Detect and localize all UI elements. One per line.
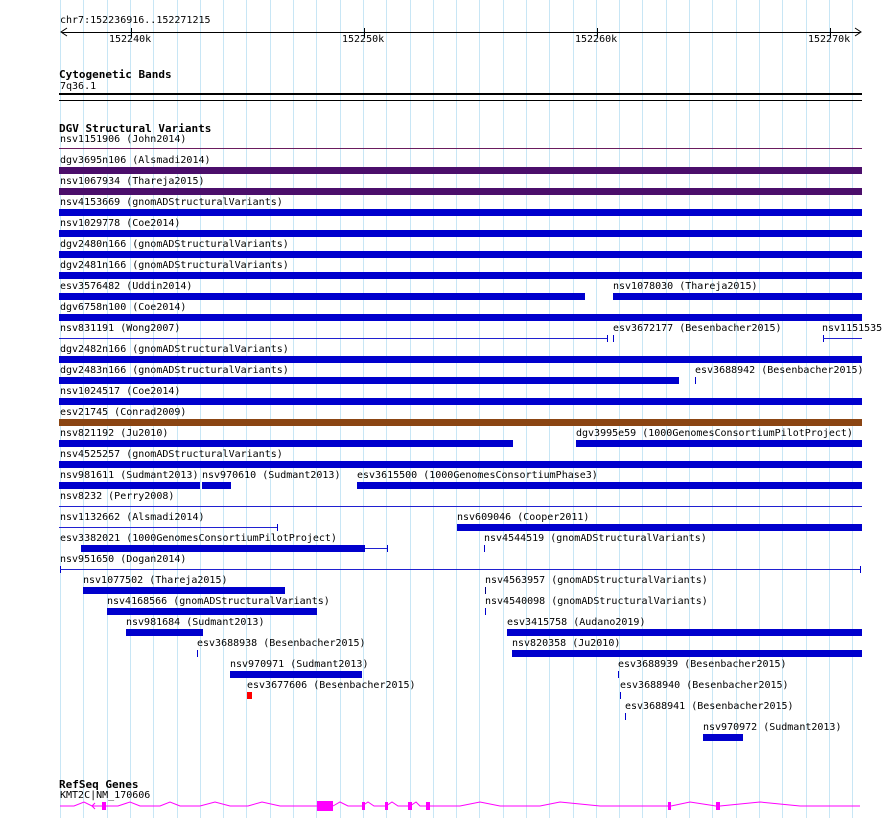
variant-label: esv3615500 (1000GenomesConsortiumPhase3)	[357, 470, 598, 481]
variant-label: nsv831191 (Wong2007)	[60, 323, 181, 334]
variant-label: esv3415758 (Audano2019)	[507, 617, 646, 628]
variant-label: dgv6758n100 (Coe2014)	[60, 302, 187, 313]
variant-label: nsv821192 (Ju2010)	[60, 428, 169, 439]
variant-label: esv3677606 (Besenbacher2015)	[247, 680, 416, 691]
variant-label: nsv4525257 (gnomADStructuralVariants)	[60, 449, 283, 460]
variant-label: nsv1029778 (Coe2014)	[60, 218, 181, 229]
variant-label: esv3672177 (Besenbacher2015)	[613, 323, 782, 334]
variant-label: nsv4563957 (gnomADStructuralVariants)	[485, 575, 708, 586]
scale-tick-label: 152250k	[342, 34, 385, 45]
variant-label: esv3688939 (Besenbacher2015)	[618, 659, 787, 670]
variant-label: dgv2481n166 (gnomADStructuralVariants)	[60, 260, 289, 271]
variant-label: nsv1024517 (Coe2014)	[60, 386, 181, 397]
variant-label: nsv1151535	[822, 323, 883, 334]
variant-label: nsv4540098 (gnomADStructuralVariants)	[485, 596, 708, 607]
variant-label: esv21745 (Conrad2009)	[60, 407, 187, 418]
variant-label: nsv4544519 (gnomADStructuralVariants)	[484, 533, 707, 544]
cytoband-label: 7q36.1	[60, 81, 97, 92]
variant-label: dgv3995e59 (1000GenomesConsortiumPilotProject)	[576, 428, 853, 439]
variant-label: nsv970971 (Sudmant2013)	[230, 659, 369, 670]
variant-label: nsv981611 (Sudmant2013)	[60, 470, 199, 481]
cytoband-track-title[interactable]: Cytogenetic Bands	[59, 68, 172, 81]
variant-label: nsv981684 (Sudmant2013)	[126, 617, 265, 628]
scale-tick-label: 152270k	[808, 34, 851, 45]
variant-label: dgv2482n166 (gnomADStructuralVariants)	[60, 344, 289, 355]
variant-label: esv3576482 (Uddin2014)	[60, 281, 193, 292]
variant-label: nsv609046 (Cooper2011)	[457, 512, 590, 523]
refseq-track-title[interactable]: RefSeq Genes	[59, 778, 139, 791]
variant-label: esv3688942 (Besenbacher2015)	[695, 365, 864, 376]
variant-label: nsv1067934 (Thareja2015)	[60, 176, 205, 187]
variant-label: dgv3695n106 (Alsmadi2014)	[60, 155, 211, 166]
variant-label: nsv970972 (Sudmant2013)	[703, 722, 842, 733]
scale-tick-label: 152240k	[109, 34, 152, 45]
variant-label: nsv4168566 (gnomADStructuralVariants)	[107, 596, 330, 607]
dgv-track-title[interactable]: DGV Structural Variants	[59, 122, 212, 135]
variant-label: nsv4153669 (gnomADStructuralVariants)	[60, 197, 283, 208]
variant-label: nsv1132662 (Alsmadi2014)	[60, 512, 205, 523]
region-label: chr7:152236916..152271215	[60, 15, 211, 26]
variant-label: nsv1077502 (Thareja2015)	[83, 575, 228, 586]
variant-label: nsv951650 (Dogan2014)	[60, 554, 187, 565]
gene-label: KMT2C|NM_170606	[60, 790, 151, 801]
variant-label: nsv1151906 (John2014)	[60, 134, 187, 145]
variant-label: dgv2483n166 (gnomADStructuralVariants)	[60, 365, 289, 376]
scale-tick-label: 152260k	[575, 34, 618, 45]
variant-label: esv3688940 (Besenbacher2015)	[620, 680, 789, 691]
variant-label: nsv970610 (Sudmant2013)	[202, 470, 341, 481]
variant-label: nsv1078030 (Thareja2015)	[613, 281, 758, 292]
variant-label: dgv2480n166 (gnomADStructuralVariants)	[60, 239, 289, 250]
variant-label: esv3688938 (Besenbacher2015)	[197, 638, 366, 649]
variant-label: esv3382021 (1000GenomesConsortiumPilotProject)	[60, 533, 337, 544]
variant-label: esv3688941 (Besenbacher2015)	[625, 701, 794, 712]
variant-label: nsv8232 (Perry2008)	[60, 491, 175, 502]
variant-label: nsv820358 (Ju2010)	[512, 638, 621, 649]
